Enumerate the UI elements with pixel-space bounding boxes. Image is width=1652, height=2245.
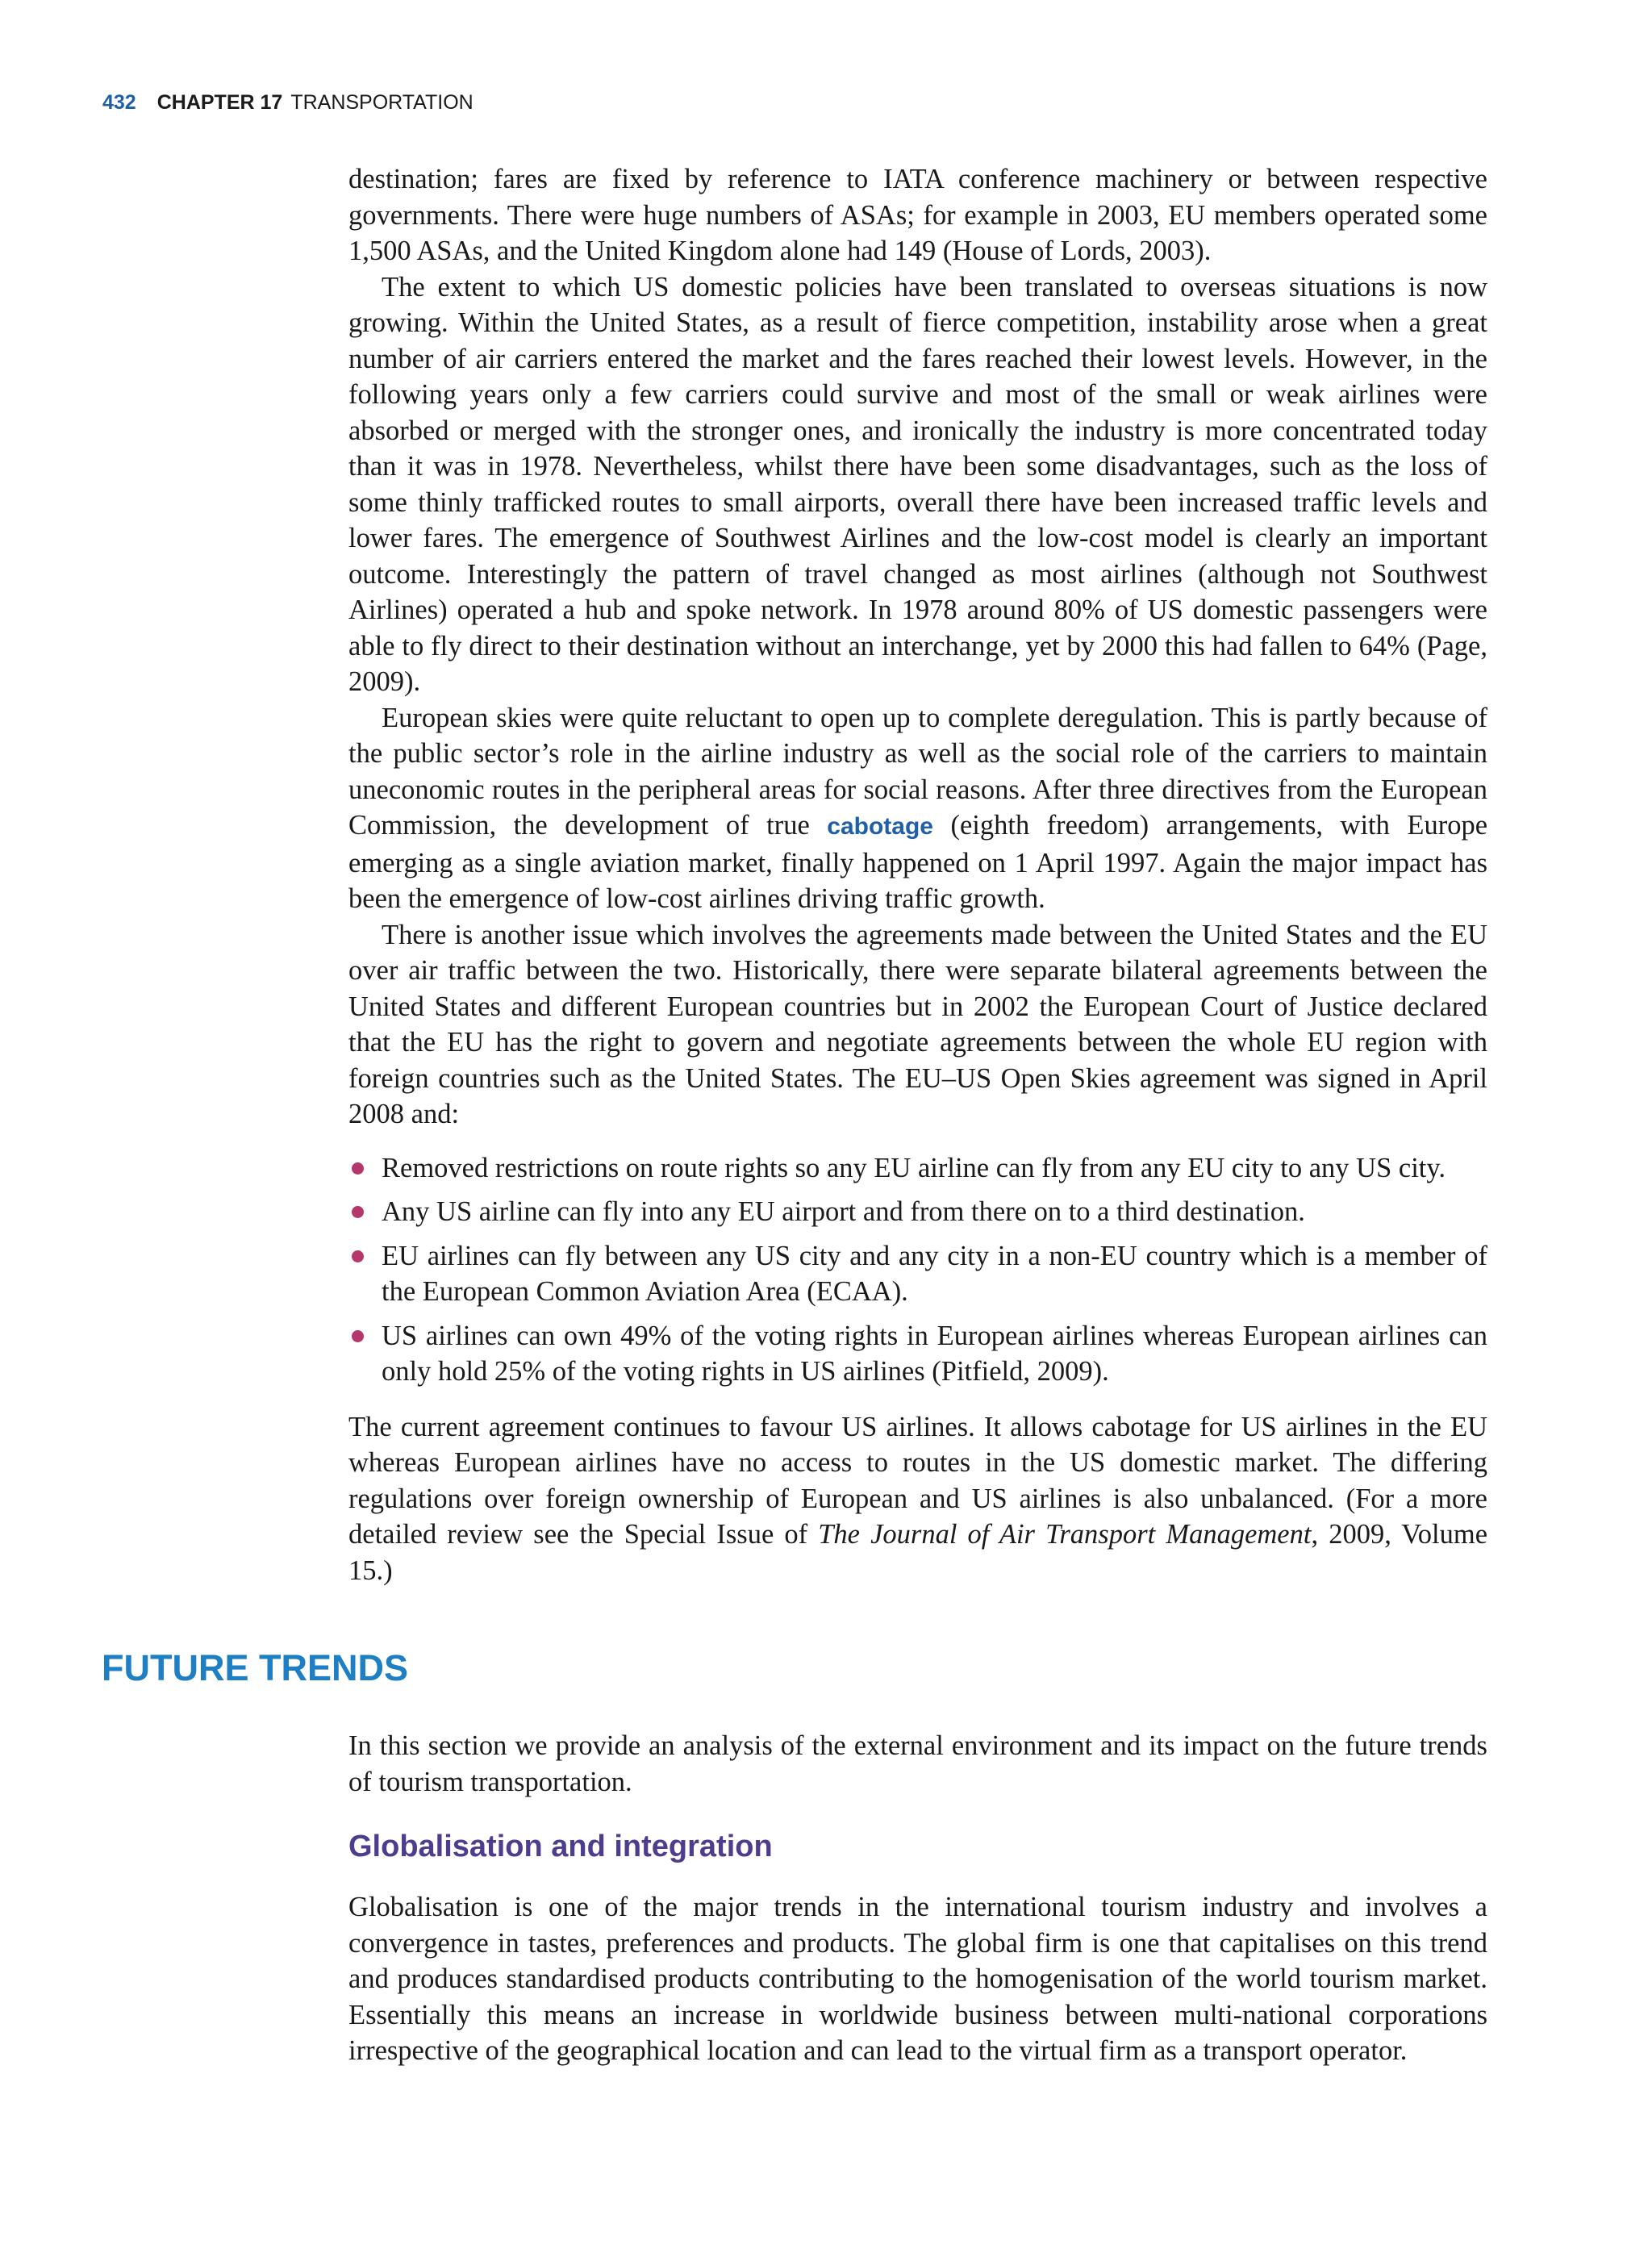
text-run: (eighth freedom) arrangements, with Europe emerging as a single aviation market, finally happened on 1 April 1997. Again the major impact has been the emergence of low-cost airlines driving traffic growth.: [348, 810, 1488, 914]
paragraph-continued: destination; fares are fixed by reference to IATA conference machinery or between respective governments. There were huge numbers of ASAs; for example in 2003, EU members operated some 1,500 ASAs, and the United Kingdom alone had 149 (House of Lords, 2003).: [348, 164, 1487, 266]
bullet-text: US airlines can own 49% of the voting rights in European airlines whereas European airlines can only hold 25% of the voting rights in US airlines (Pitfield, 2009).: [382, 1320, 1487, 1387]
future-trends-intro: [348, 1728, 1487, 1800]
text-run: , 2009, Volume 15.): [348, 1519, 1488, 1586]
bullet-item: [348, 1238, 1487, 1310]
bullet-dot-icon: [352, 1250, 364, 1262]
page-number: 432: [102, 91, 136, 114]
paragraph-open-skies: There is another issue which involves the agreements made between the United States and the EU over air traffic between the two. Historically, there were separate bilateral agreements between the United States and different European countries but in 2002 the European Court of Justice declared that the EU has the right to govern and negotiate agreements between the whole EU region with foreign countries such as the United States. The EU–US Open Skies agreement was signed in April 2008 and:: [348, 919, 1487, 1129]
section-heading-future-trends: FUTURE TRENDS: [102, 1647, 408, 1688]
text-run: European skies were quite reluctant to open up to complete deregulation. This is partly because of the public sector’s role in the airline industry as well as the social role of the carriers to maintain uneconomic routes in the peripheral areas for social reasons. After three directives from the European Commission, the development of true: [348, 702, 1487, 841]
bullet-text: Any US airline can fly into any EU airport and from there on to a third destination.: [382, 1196, 1305, 1227]
paragraph-us-domestic: The extent to which US domestic policies have been translated to overseas situations is now growing. Within the United States, as a result of fierce competition, instability arose when a great number of air carriers entered the market and the fares reached their lowest levels. However, in the following years only a few carriers could survive and most of the small or weak airlines were absorbed or merged with the stronger ones, and ironically the industry is more concentrated today than it was in 1978. Nevertheless, whilst there have been some disadvantages, such as the loss of some thinly trafficked routes to small airports, overall there have been increased traffic levels and lower fares. The emergence of Southwest Airlines and the low-cost model is clearly an important outcome. Interestingly the pattern of travel changed as most airlines (although not Southwest Airlines) operated a hub and spoke network. In 1978 around 80% of US domestic passengers were able to fly direct to their destination without an interchange, yet by 2000 this had fallen to 64% (Page, 2009).: [348, 271, 1487, 697]
bullet-item: [348, 1318, 1487, 1390]
subheading-globalisation: Globalisation and integration: [348, 1830, 773, 1863]
chapter-label: CHAPTER 17: [156, 91, 283, 114]
journal-title: The Journal of Air Transport Management: [818, 1519, 1312, 1550]
paragraph-current-agreement: [348, 1409, 1487, 1589]
globalisation-text-block: [348, 1889, 1487, 2069]
bullet-item: [348, 1194, 1487, 1230]
chapter-title: TRANSPORTATION: [290, 91, 473, 114]
bullet-text: Removed restrictions on route rights so any EU airline can fly from any EU city to any US city.: [382, 1152, 1446, 1183]
key-term-cabotage: cabotage: [827, 813, 933, 840]
paragraph-european-skies: [348, 700, 1487, 917]
bullet-text: EU airlines can fly between any US city and any city in a non-EU country which is a member of the European Common Aviation Area (ECAA).: [382, 1240, 1487, 1307]
bullet-dot-icon: [352, 1206, 364, 1218]
bullet-dot-icon: [352, 1330, 364, 1342]
paragraph-intro: In this section we provide an analysis of the external environment and its impact on the future trends of tourism transportation.: [348, 1730, 1487, 1797]
running-head: [102, 90, 473, 115]
bullet-item: [348, 1150, 1487, 1187]
paragraph-globalisation: Globalisation is one of the major trends in the international tourism industry and involves a convergence in tastes, preferences and products. The global firm is one that capitalises on this trend and produces standardised products contributing to the homogenisation of the world tourism market. Essentially this means an increase in worldwide business between multi-national corporations irrespective of the geographical location and can lead to the virtual firm as a transport operator.: [348, 1892, 1487, 2066]
main-text-block: [348, 161, 1487, 1588]
text-run: The current agreement continues to favour US airlines. It allows cabotage for US airlines in the EU whereas European airlines have no access to routes in the US domestic market. The differing regulations over foreign ownership of European and US airlines is also unbalanced. (For a more detailed review see the Special Issue of: [348, 1411, 1487, 1550]
bullet-list: [348, 1150, 1487, 1390]
bullet-dot-icon: [352, 1162, 364, 1175]
